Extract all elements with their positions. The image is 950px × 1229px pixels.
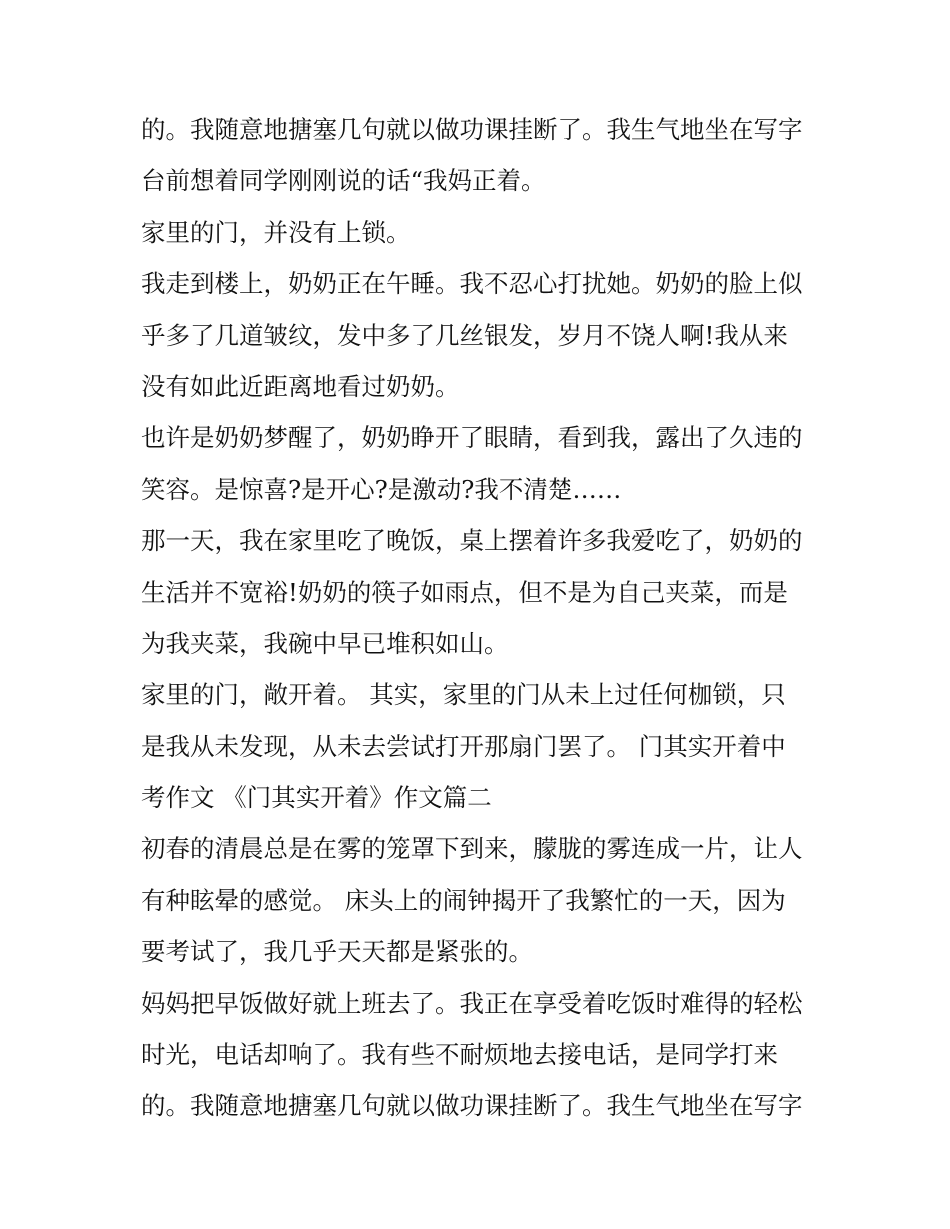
text-line: 时光，电话却响了。我有些不耐烦地去接电话，是同学打来 bbox=[141, 1040, 778, 1070]
text-line: 那一天，我在家里吃了晚饭，桌上摆着许多我爱吃了，奶奶的 bbox=[141, 526, 803, 556]
text-line: 的。我随意地搪塞几句就以做功课挂断了。我生气地坐在写字 bbox=[141, 115, 803, 144]
text-line: 生活并不宽裕!奶奶的筷子如雨点，但不是为自己夹菜，而是 bbox=[141, 577, 788, 607]
text-line: 也许是奶奶梦醒了，奶奶睁开了眼睛，看到我，露出了久违的 bbox=[141, 423, 803, 453]
text-line: 有种眩晕的感觉。 床头上的闹钟揭开了我繁忙的一天，因为 bbox=[141, 885, 786, 915]
text-line: 笑容。是惊喜?是开心?是激动?我不清楚…… bbox=[141, 474, 622, 504]
text-line: 家里的门，敞开着。 其实，家里的门从未上过任何枷锁，只 bbox=[141, 680, 786, 710]
text-line: 家里的门，并没有上锁。 bbox=[141, 217, 411, 247]
essay-text bbox=[141, 104, 821, 1132]
text-line: 为我夹菜，我碗中早已堆积如山。 bbox=[141, 628, 509, 658]
text-line: 要考试了，我几乎天天都是紧张的。 bbox=[141, 937, 533, 967]
heading-line: 考作文 《门其实开着》作文篇二 bbox=[141, 783, 492, 813]
text-line: 的。我随意地搪塞几句就以做功课挂断了。我生气地坐在写字 bbox=[141, 1091, 803, 1121]
text-line: 妈妈把早饭做好就上班去了。我正在享受着吃饭时难得的轻松 bbox=[141, 988, 803, 1018]
text-line: 没有如此近距离地看过奶奶。 bbox=[141, 371, 460, 401]
text-line: 台前想着同学刚刚说的话“我妈正着。 bbox=[141, 166, 546, 196]
text-line: 是我从未发现，从未去尝试打开那扇门罢了。 门其实开着中 bbox=[141, 731, 786, 761]
text-line: 我走到楼上，奶奶正在午睡。我不忍心打扰她。奶奶的脸上似 bbox=[141, 269, 803, 299]
text-line: 乎多了几道皱纹，发中多了几丝银发，岁月不饶人啊!我从来 bbox=[141, 320, 788, 350]
text-line: 初春的清晨总是在雾的笼罩下到来，朦胧的雾连成一片，让人 bbox=[141, 834, 803, 864]
